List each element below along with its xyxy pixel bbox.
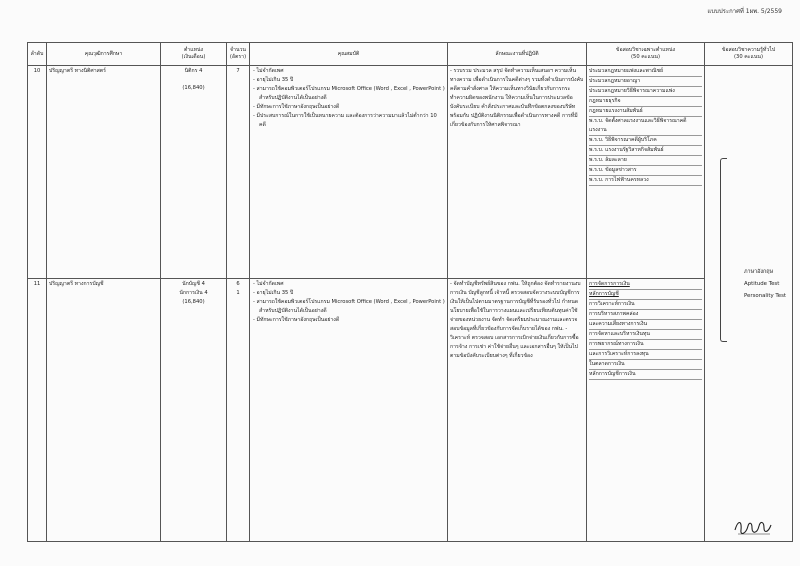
header-count-label: จำนวน <box>230 47 246 53</box>
position-title-2: นักการเงิน 4 <box>179 290 208 296</box>
exam-subject: และการวิเคราะห์การลงทุน <box>589 350 702 360</box>
count-1: 6 <box>236 281 240 287</box>
form-number: แบบประกาศที่ 1ผพ. 5/2559 <box>707 8 782 15</box>
exam-subject: ในตลาดการเงิน <box>589 360 702 370</box>
row-exam-general <box>705 66 793 542</box>
row-seq: 11 <box>28 279 47 542</box>
exam-subject: พ.ร.บ. การไฟฟ้านครหลวง <box>589 176 702 186</box>
header-exam-specific-score: (50 คะแนน) <box>631 54 660 60</box>
header-row <box>28 43 793 66</box>
position-salary: (16,840) <box>182 85 205 91</box>
header-position <box>161 43 227 66</box>
header-duty: ลักษณะงานที่ปฏิบัติ <box>448 43 587 66</box>
bracket-line <box>720 158 727 342</box>
header-qualification: คุณวุฒิการศึกษา <box>47 43 161 66</box>
general-tests <box>744 266 786 302</box>
row-properties <box>250 279 448 542</box>
position-title: นักบัญชี 4 <box>182 281 205 287</box>
header-position-label: ตำแหน่ง <box>183 47 204 53</box>
header-exam-specific <box>587 43 705 66</box>
row-seq: 10 <box>28 66 47 279</box>
exam-subject: พ.ร.บ. ข้อมูลข่าวสาร <box>589 166 702 176</box>
property-item: - อายุไม่เกิน 35 ปี <box>253 77 294 83</box>
row-exam-specific <box>587 279 705 542</box>
header-exam-specific-label: ข้อสอบวิชาเฉพาะตำแหน่ง <box>615 47 676 53</box>
general-test-item: ภาษาอังกฤษ <box>744 269 774 275</box>
job-table <box>27 42 793 542</box>
exam-subject: พ.ร.บ. ล้มละลาย <box>589 156 702 166</box>
header-seq: ลำดับ <box>28 43 47 66</box>
exam-subject: การวิเคราะห์การเงิน <box>589 300 702 310</box>
property-item: - สามารถใช้คอมพิวเตอร์โปรแกรม Microsoft Office (Word , Excel , PowerPoint ) สำหรับปฏิบัติงานได้เป็นอย่างดี <box>253 299 445 314</box>
row-position <box>161 66 227 279</box>
signature-mark <box>732 516 774 538</box>
property-item: - มีประสบการณ์ในการใช้เป็นหนายความ และต้องการว่าความมาแล้วไม่ต่ำกว่า 10 คดี <box>253 113 437 128</box>
property-item: - สามารถใช้คอมพิวเตอร์โปรแกรม Microsoft Office (Word , Excel , PowerPoint ) สำหรับปฏิบัติงานได้เป็นอย่างดี <box>253 86 445 101</box>
exam-subject: ประมวลกฎหมายแพ่งและพาณิชย์ <box>589 67 702 77</box>
exam-subject: หลักการบัญชีการเงิน <box>589 370 702 380</box>
header-count-unit: (อัตรา) <box>229 54 247 60</box>
row-exam-specific <box>587 66 705 279</box>
position-salary: (16,840) <box>182 299 205 305</box>
row-properties <box>250 66 448 279</box>
exam-subject: การจัดการการเงิน <box>589 280 702 290</box>
exam-subject: การพยากรณ์ทางการเงิน <box>589 340 702 350</box>
property-item: - ไม่จำกัดเพศ <box>253 281 284 287</box>
exam-subject: กฎหมายธุรกิจ <box>589 97 702 107</box>
header-count <box>227 43 250 66</box>
header-salary-label: (เงินเดือน) <box>181 54 206 60</box>
exam-subject: ประมวลกฎหมายวิธีพิจารณาความแพ่ง <box>589 87 702 97</box>
row-position <box>161 279 227 542</box>
header-property: คุณสมบัติ <box>250 43 448 66</box>
row-qualification: ปริญญาตรี ทางการบัญชี <box>47 279 161 542</box>
exam-subject: กฎหมายแรงงานสัมพันธ์ <box>589 107 702 117</box>
row-count: 7 <box>227 66 250 279</box>
header-exam-general <box>705 43 793 66</box>
header-exam-general-label: ข้อสอบวิชาความรู้ทั่วไป <box>721 47 776 53</box>
row-qualification: ปริญญาตรี ทางนิติศาสตร์ <box>47 66 161 279</box>
property-item: - ไม่จำกัดเพศ <box>253 68 284 74</box>
exam-subject: การจัดหาและบริหารเงินทุน <box>589 330 702 340</box>
property-item: - มีทักษะการใช้ภาษาอังกฤษเป็นอย่างดี <box>253 104 340 110</box>
table-row <box>28 66 793 279</box>
row-duty: - จัดทำบัญชีทรัพย์สินของ กฟน. ให้ถูกต้อง จัดทำรายงานงบการเงิน บัญชีลูกหนี้ เจ้าหนี้ ตรวจสอบจัดวางระบบบัญชีการเงินให้เป็นไปตามมาตรฐานการบัญชีที่รับรองทั่วไป กำหนดนโยบายเพื่อใช้ในการวางแผนและเปรียบเทียบต้นทุนค่าใช้จ่ายของหน่วยงาน จัดทำ จัดเตรียมประมาณงานและตรวจสอบข้อมูลที่เกี่ยวข้องกับการจัดเก็บรายได้ของ กฟน. - วิเคราะห์ ตรวจสอบ เอกสารการเบิกจ่ายเงินเกี่ยวกับการซื้อ การจ้าง การเช่า ค่าใช้จ่ายอื่นๆ และเอกสารอื่นๆ ให้เป็นไปตามข้อบังคับระเบียบต่างๆ ที่เกี่ยวข้อง <box>448 279 587 542</box>
position-title: นิติกร 4 <box>184 68 203 74</box>
exam-subject: พ.ร.บ. วิธีพิจารณาคดีผู้บริโภค <box>589 136 702 146</box>
property-item: - มีทักษะการใช้ภาษาอังกฤษเป็นอย่างดี <box>253 317 340 323</box>
exam-subject: การบริหารสภาพคล่อง <box>589 310 702 320</box>
row-duty: - รวบรวม ประมวล สรุป จัดทำความเห็นเสนอฯ ความเห็นทางความ เพื่อดำเนินการในคดีต่างๆ รวมทั้งดำเนินการบังคับคดีตามคำสั่งศาล ให้ความเห็นทางวินัยเกี่ยวกับการกระทำความผิดของพนักงาน ให้ความเห็นในการประมวลข้อบังคับระเบียบ คำสั่งประกาศและบันทึกข้อตกลงของบริษัทพร้อมกับ ปฏิบัติงานนิติกรรมเพื่อดำเนินการทางคดี การที่มีเกี่ยวข้องกับการให้ศาลพิจารณา <box>448 66 587 279</box>
exam-subject: ประมวลกฎหมายอาญา <box>589 77 702 87</box>
exam-subject: หลักการบัญชี <box>589 290 702 300</box>
table-row <box>28 279 793 542</box>
header-exam-general-score: (30 คะแนน) <box>734 54 763 60</box>
exam-subject: พ.ร.บ. แรงงานรัฐวิสาหกิจสัมพันธ์ <box>589 146 702 156</box>
exam-subject: และความเสี่ยงทางการเงิน <box>589 320 702 330</box>
exam-subject: พ.ร.บ. จัดตั้งศาลแรงงานและวิธีพิจารณาคดีแรงงาน <box>589 117 702 136</box>
row-count <box>227 279 250 542</box>
property-item: - อายุไม่เกิน 35 ปี <box>253 290 294 296</box>
general-test-item: Aptitude Test <box>744 281 780 287</box>
general-test-item: Personality Test <box>744 293 787 299</box>
count-2: 1 <box>236 290 240 296</box>
